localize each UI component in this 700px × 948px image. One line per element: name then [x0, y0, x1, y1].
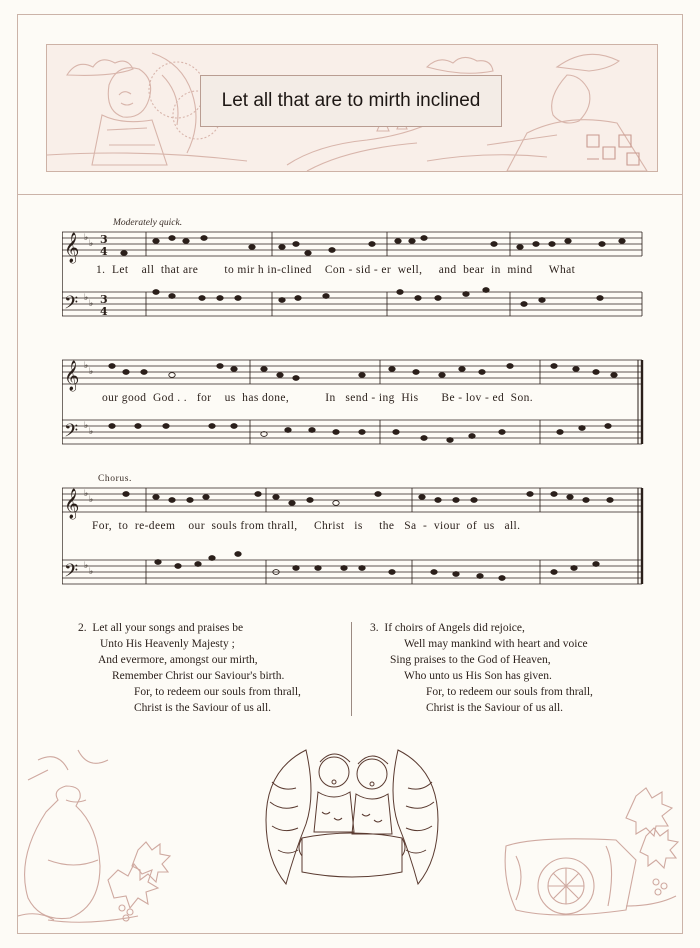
svg-text:♭: ♭ — [89, 495, 94, 505]
verse-3-number: 3. — [370, 622, 379, 634]
svg-text:♭: ♭ — [84, 361, 89, 371]
verse-3-line-5: For, to redeem our souls from thrall, — [426, 686, 593, 698]
verse-3-line-1: 3. If choirs of Angels did rejoice, — [370, 622, 525, 634]
tempo-marking: Moderately quick. — [113, 218, 183, 228]
yule-log-holly-decoration — [496, 776, 682, 926]
lyrics-line-1: 1. Let all that are to mir h in-clined Con - sid - er well, and bear in mind What — [96, 264, 576, 276]
verse-2-line-4: Remember Christ our Saviour's birth. — [112, 670, 285, 682]
svg-text:♭: ♭ — [89, 367, 94, 377]
verse-2-line-5: For, to redeem our souls from thrall, — [134, 686, 301, 698]
verse-2-line-3: And evermore, amongst our mirth, — [98, 654, 258, 666]
score-system-2 — [62, 356, 644, 457]
verse-2 — [78, 620, 301, 716]
svg-text:♭: ♭ — [84, 293, 89, 303]
verse-3-line-6: Christ is the Saviour of us all. — [426, 702, 564, 714]
svg-text:♭: ♭ — [89, 299, 94, 309]
verse-3-line-4: Who unto us His Son has given. — [404, 670, 552, 682]
svg-text:♭: ♭ — [84, 489, 89, 499]
svg-text:𝄢: 𝄢 — [64, 293, 79, 318]
verse-2-line-2: Unto His Heavenly Majesty ; — [100, 638, 235, 650]
score-system-1 — [62, 228, 644, 329]
svg-text:4: 4 — [100, 245, 108, 258]
svg-text:𝄞: 𝄞 — [64, 233, 80, 263]
verse-divider — [351, 622, 352, 716]
lyrics-line-2: our good God . . for us has done, In send - ing His Be - lov - ed Son. — [102, 392, 534, 404]
verse-3-line-3: Sing praises to the God of Heaven, — [390, 654, 551, 666]
staff-system-1-notation — [62, 228, 644, 324]
jug-holly-decoration — [18, 740, 198, 930]
svg-text:𝄢: 𝄢 — [64, 421, 79, 446]
singing-angels-illustration — [262, 742, 442, 892]
staff-system-3-notation — [62, 484, 644, 588]
lyrics-line-3: For, to re-deem our souls from thrall, Christ is the Sa - viour of us all. — [92, 520, 521, 532]
svg-text:𝄞: 𝄞 — [64, 489, 80, 519]
svg-text:𝄞: 𝄞 — [64, 361, 80, 391]
verse-2-line-1: 2. Let all your songs and praises be — [78, 622, 244, 634]
svg-text:4: 4 — [100, 305, 108, 318]
score-system-3 — [62, 484, 644, 593]
svg-text:♭: ♭ — [89, 567, 94, 577]
svg-text:♭: ♭ — [89, 239, 94, 249]
svg-text:3: 3 — [100, 293, 108, 306]
verse-3 — [370, 620, 593, 716]
svg-text:♭: ♭ — [84, 233, 89, 243]
header-illustration — [46, 44, 658, 172]
svg-text:♭: ♭ — [84, 421, 89, 431]
verse-3-line-2: Well may mankind with heart and voice — [404, 638, 588, 650]
verse-2-number: 2. — [78, 622, 87, 634]
page-title: Let all that are to mirth inclined — [200, 75, 502, 127]
svg-text:𝄢: 𝄢 — [64, 561, 79, 586]
staff-system-2-notation — [62, 356, 644, 452]
svg-text:♭: ♭ — [84, 561, 89, 571]
chorus-label: Chorus. — [98, 474, 133, 484]
header-separator — [17, 194, 683, 195]
svg-text:3: 3 — [100, 233, 108, 246]
verse-2-line-6: Christ is the Saviour of us all. — [134, 702, 272, 714]
svg-text:♭: ♭ — [89, 427, 94, 437]
